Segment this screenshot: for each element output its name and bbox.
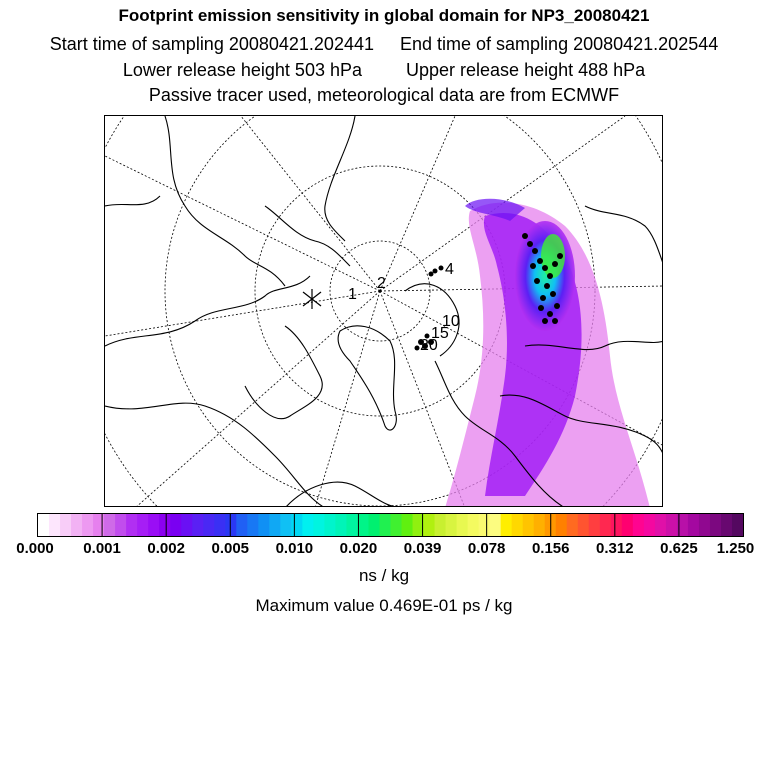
colorbar-swatch [258, 514, 270, 536]
colorbar-swatch [346, 514, 358, 536]
colorbar [37, 513, 744, 537]
sampling-times [0, 34, 768, 55]
colorbar-tick-label: 0.625 [660, 540, 698, 557]
colorbar-swatch [60, 514, 72, 536]
colorbar-tick-label: 0.010 [275, 540, 314, 557]
colorbar-tick-labels [0, 540, 768, 560]
day-label-4: 4 [445, 261, 454, 278]
colorbar-swatch [379, 514, 391, 536]
colorbar-swatch [93, 514, 105, 536]
colorbar-swatch [468, 514, 480, 536]
colorbar-tick-label: 0.000 [16, 540, 54, 557]
colorbar-swatch [159, 514, 171, 536]
colorbar-swatch [611, 514, 623, 536]
colorbar-swatch [225, 514, 237, 536]
colorbar-swatch [457, 514, 469, 536]
colorbar-swatch [699, 514, 711, 536]
colorbar-swatch [435, 514, 447, 536]
colorbar-swatch [214, 514, 226, 536]
colorbar-swatch [501, 514, 513, 536]
colorbar-tick-label: 0.002 [147, 540, 185, 557]
colorbar-swatch [512, 514, 524, 536]
colorbar-swatch [104, 514, 116, 536]
colorbar-swatch [644, 514, 656, 536]
colorbar-tick-label: 0.005 [211, 540, 250, 557]
colorbar-swatch [424, 514, 436, 536]
tracer-note: Passive tracer used, meteorological data are from ECMWF [148, 85, 620, 105]
colorbar-swatch [291, 514, 303, 536]
colorbar-swatch [666, 514, 678, 536]
colorbar-swatch [49, 514, 61, 536]
colorbar-swatch [335, 514, 347, 536]
colorbar-swatch [148, 514, 160, 536]
colorbar-swatch [446, 514, 458, 536]
colorbar-tick-label: 0.001 [83, 540, 121, 557]
colorbar-swatch [479, 514, 491, 536]
colorbar-tick-label: 0.020 [339, 540, 378, 557]
colorbar-swatch [115, 514, 127, 536]
colorbar-tick-label: 0.156 [531, 540, 570, 557]
lower-release-label: Lower release height 503 hPa [122, 60, 362, 80]
colorbar-swatch [721, 514, 733, 536]
start-time-label: Start time of sampling 20080421.202441 [49, 34, 374, 54]
colorbar-swatches [38, 514, 743, 536]
colorbar-swatch [269, 514, 281, 536]
colorbar-swatch [357, 514, 369, 536]
colorbar-swatch [490, 514, 502, 536]
colorbar-swatch [192, 514, 204, 536]
colorbar-tick-label: 0.039 [403, 540, 442, 557]
colorbar-swatch [688, 514, 700, 536]
colorbar-swatch [710, 514, 722, 536]
plot-title: Footprint emission sensitivity in global domain for NP3_20080421 [118, 6, 650, 25]
colorbar-swatch [567, 514, 579, 536]
release-heights [0, 60, 768, 81]
colorbar-swatch [137, 514, 149, 536]
colorbar-swatch [589, 514, 601, 536]
colorbar-swatch [170, 514, 182, 536]
maximum-value: Maximum value 0.469E-01 ps / kg [255, 596, 513, 615]
colorbar-swatch [181, 514, 193, 536]
colorbar-swatch [38, 514, 50, 536]
day-label-20: 20 [420, 337, 438, 354]
colorbar-unit: ns / kg [358, 566, 410, 585]
end-time-label: End time of sampling 20080421.202544 [400, 34, 719, 54]
colorbar-swatch [368, 514, 380, 536]
colorbar-swatch [302, 514, 314, 536]
colorbar-swatch [534, 514, 546, 536]
map-canvas [105, 116, 663, 507]
upper-release-label: Upper release height 488 hPa [406, 60, 646, 80]
release-point-marker [303, 289, 321, 309]
colorbar-swatch [556, 514, 568, 536]
colorbar-swatch [578, 514, 590, 536]
colorbar-swatch [402, 514, 414, 536]
day-label-2: 2 [377, 275, 386, 292]
day-label-10: 10 [442, 313, 460, 330]
colorbar-swatch [247, 514, 259, 536]
colorbar-swatch [523, 514, 535, 536]
colorbar-swatch [633, 514, 645, 536]
colorbar-swatch [203, 514, 215, 536]
colorbar-swatch [126, 514, 138, 536]
sensitivity-plume [445, 199, 650, 507]
colorbar-swatch [622, 514, 634, 536]
colorbar-tick-label: 0.312 [596, 540, 634, 557]
colorbar-swatch [732, 514, 743, 536]
colorbar-tick-label: 1.250 [716, 540, 755, 557]
colorbar-swatch [82, 514, 94, 536]
colorbar-swatch [236, 514, 248, 536]
colorbar-swatch [655, 514, 667, 536]
day-label-1: 1 [348, 286, 357, 303]
colorbar-swatch [313, 514, 325, 536]
colorbar-swatch [600, 514, 612, 536]
colorbar-swatch [280, 514, 292, 536]
map-panel [104, 115, 663, 507]
day-label-15: 15 [431, 325, 449, 342]
colorbar-swatch [391, 514, 403, 536]
colorbar-swatch [71, 514, 83, 536]
colorbar-swatch [324, 514, 336, 536]
colorbar-tick-label: 0.078 [467, 540, 506, 557]
